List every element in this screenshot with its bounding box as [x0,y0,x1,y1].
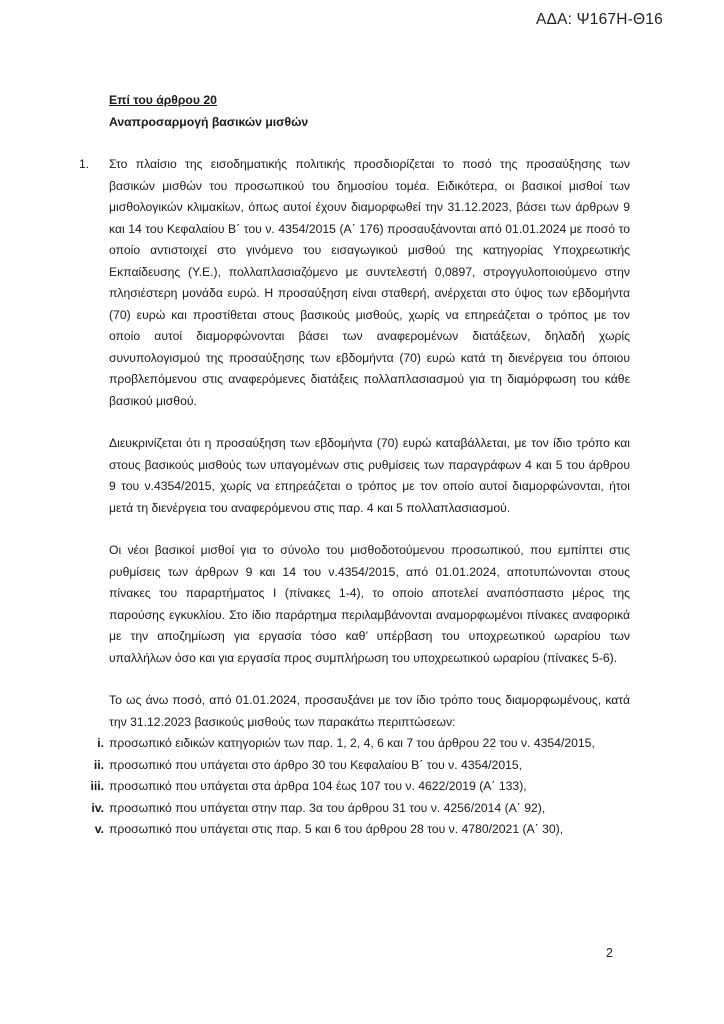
list-item-text: προσωπικό που υπάγεται στις παρ. 5 και 6 του άρθρου 28 του ν. 4780/2021 (Α΄ 30), [109,822,564,836]
article-title: Επί του άρθρου 20 [109,93,217,107]
list-marker: ii. [93,757,104,772]
ada-identifier: ΑΔΑ: Ψ167Η-Θ16 [536,11,663,28]
paragraph-4: Το ως άνω ποσό, από 01.01.2024, προσαυξάνει με τον ίδιο τρόπο τους διαμορφωμένους, κατά την 31.12.2023 βασικούς μισθούς των παρακάτω περιπτώσεων: [109,693,630,729]
list-item-text: προσωπικό που υπάγεται στα άρθρα 104 έως 107 του ν. 4622/2019 (Α΄ 133), [109,779,527,793]
list-item [91,798,630,820]
list-item [90,776,630,798]
paragraph-2: Διευκρινίζεται ότι η προσαύξηση των εβδομήντα (70) ευρώ καταβάλλεται, με τον ίδιο τρόπο και στους βασικούς μισθούς των υπαγομένων στις ρυθμίσεις των παραγράφων 4 και 5 του άρθρου 9 του ν.4354/2015, χωρίς να επηρεάζεται ο τρόπος με τον οποίο αυτοί διαμορφώνονται, ήτοι μετά τη διενέργεια του αναφερόμενου στις παρ. 4 και 5 πολλαπλασιασμού. [109,436,630,515]
list-item-text: προσωπικό ειδικών κατηγοριών των παρ. 1, 2, 4, 6 και 7 του άρθρου 22 του ν. 4354/2015, [109,736,595,750]
paragraph-text: Στο πλαίσιο της εισοδηματικής πολιτικής προσδιορίζεται το ποσό της προσαύξησης των βασικών μισθών του προσωπικού του δημοσίου τομέα. Ειδικότερα, οι βασικοί μισθοί των μισθολογικών κλιμακίων, όπως αυτοί έχουν διαμορφωθεί την 31.12.2023, βάσει των άρθρων 9 και 14 του Κεφαλαίου Β΄ του ν. 4354/2015 (Α΄ 176) προσαυξάνονται από 01.01.2024 με ποσό το οποίο αντιστοιχεί στο γινόμενο του εισαγωγικού μισθού της κατηγορίας Υποχρεωτικής Εκπαίδευσης (Υ.Ε.), πολλαπλασιαζόμενο με συντελεστή 0,0897, στρογγυλοποιούμενο στην πλησιέστερη μονάδα ευρώ. Η προσαύξηση είναι σταθερή, ανέρχεται στο ύψος των εβδομήντα (70) ευρώ και προστίθεται στους βασικούς μισθούς, χωρίς να επηρεάζεται ο τρόπος με τον οποίο αυτοί διαμορφώνονται βάσει των αναφερομένων διατάξεων, δηλαδή χωρίς συνυπολογισμού της προσαύξησης των εβδομήντα (70) ευρώ κατά τη διενέργεια του όποιου προβλεπόμενου στις αναφερόμενες διατάξεις πολλαπλασιασμού για τη διαμόρφωση του κάθε βασικού μισθού. [109,157,630,408]
list-marker: iv. [91,800,104,815]
page-number: 2 [606,946,613,960]
list-marker: i. [97,736,104,750]
paragraph-number: 1. [79,157,90,171]
cases-list [90,733,630,841]
list-marker: v. [94,822,104,836]
document-body [79,90,630,841]
list-item [97,733,630,755]
list-item-text: προσωπικό που υπάγεται στο άρθρο 30 του Κεφαλαίου Β΄ του ν. 4354/2015, [109,757,523,772]
list-item-text: προσωπικό που υπάγεται στην παρ. 3α του άρθρου 31 του ν. 4256/2014 (Α΄ 92), [109,800,546,815]
list-item [93,755,630,777]
paragraph-3: Οι νέοι βασικοί μισθοί για το σύνολο του μισθοδοτούμενου προσωπικού, που εμπίπτει στις ρυθμίσεις των άρθρων 9 και 14 του ν.4354/2015, από 01.01.2024, αποτυπώνονται στους πίνακες του παραρτήματος Ι (πίνακες 1-4), το οποίο αποτελεί αναπόσπαστο μέρος της παρούσης εγκυκλίου. Στο ίδιο παράρτημα περιλαμβάνονται αναμορφωμένοι πίνακες αναφορικά με την αποζημίωση για εργασία τόσο καθ’ υπέρβαση του υποχρεωτικού ωραρίου των υπαλλήλων όσο και για εργασία προς συμπλήρωση του υποχρεωτικού ωραρίου (πίνακες 5-6). [109,543,630,665]
article-subtitle: Αναπροσαρμογή βασικών μισθών [109,114,309,129]
list-marker: iii. [90,779,104,793]
list-item [94,819,630,841]
paragraph-1 [79,154,630,412]
